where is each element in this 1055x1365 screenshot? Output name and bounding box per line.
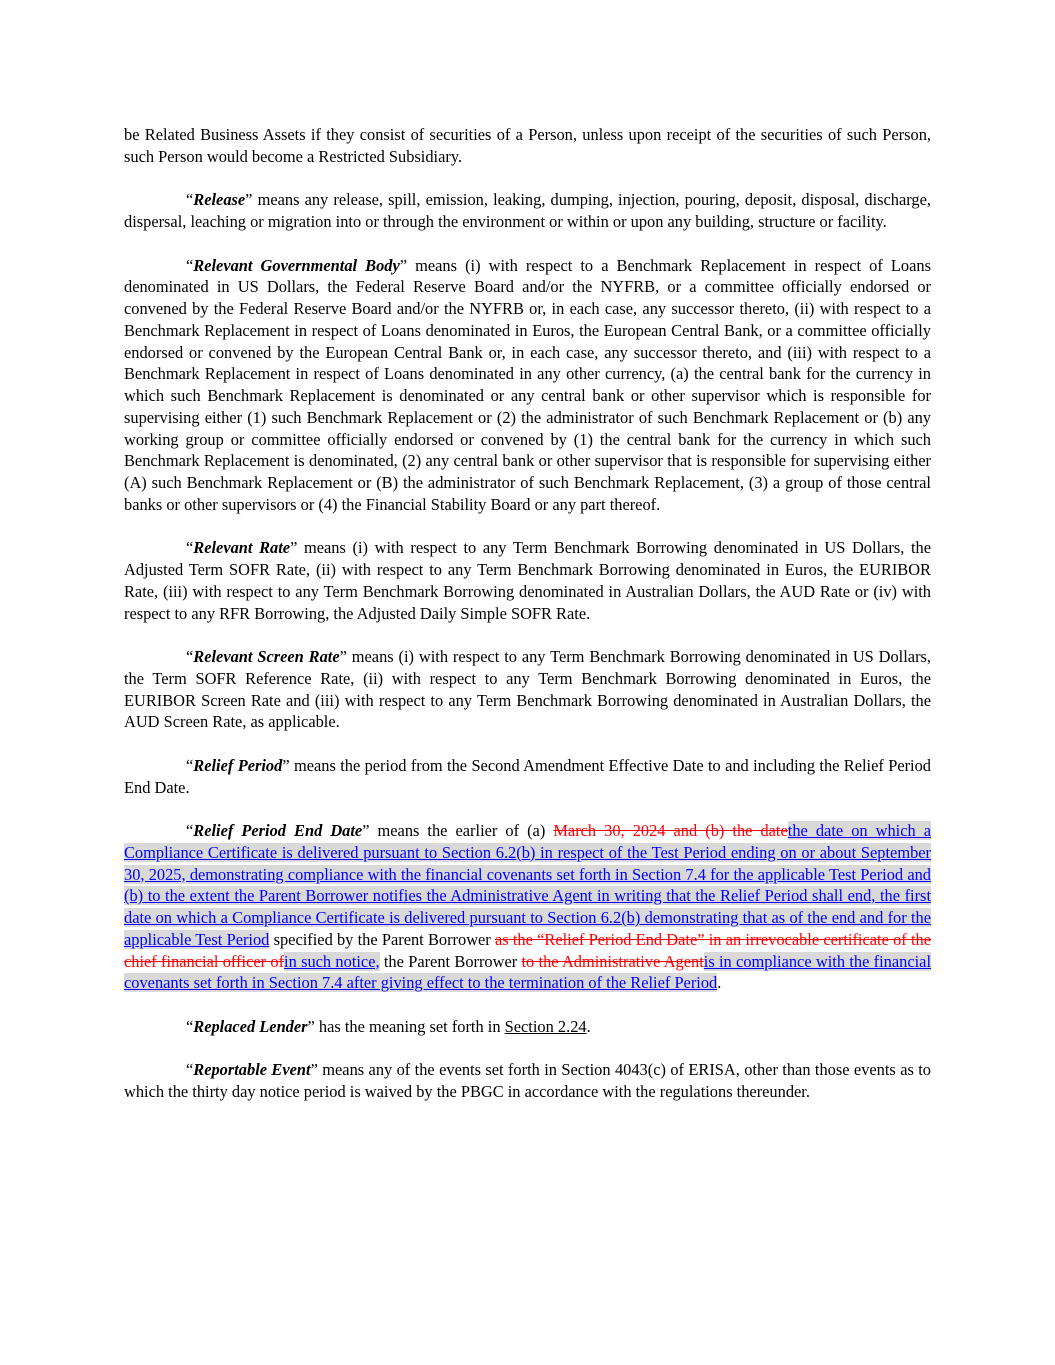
definition-relevant-rate <box>124 537 931 624</box>
definition-text: . <box>717 973 722 993</box>
close-quote: ” <box>307 1016 315 1036</box>
defined-term: Relief Period <box>193 755 283 775</box>
definition-text: means (i) with respect to any Term Benchmark Borrowing denominated in US Dollars, the Adjusted Term SOFR Rate, (ii) with respect to any Term Benchmark Borrowing denominated in Euros, the EURIBOR Rate, (iii) with respect to any Term Benchmark Borrowing denominated in Australian Dollars, the AUD Rate or (iv) with respect to any RFR Borrowing, the Adjusted Daily Simple SOFR Rate. <box>124 538 931 623</box>
inserted-text: in such notice, <box>284 951 380 971</box>
definition-reportable-event <box>124 1059 931 1103</box>
open-quote: “ <box>186 755 194 775</box>
close-quote: ” <box>282 755 290 775</box>
defined-term: Relevant Governmental Body <box>193 255 400 275</box>
definition-text: means (i) with respect to a Benchmark Replacement in respect of Loans denominated in US Dollars, the Federal Reserve Board and/or the NYFRB, or a committee officially endorsed or convened by the Federal Reserve Board and/or the NYFRB or, in each case, any successor thereto, (ii) with respect to a Benchmark Replacement in respect of Loans denominated in Euros, the European Central Bank, or a committee officially endorsed or convened by the European Central Bank or, in each case, any successor thereto, and (iii) with respect to a Benchmark Replacement in respect of Loans denominated in any other currency, (a) the central bank for the currency in which such Benchmark Replacement is denominated or any central bank or other supervisor which is responsible for supervising either (1) such Benchmark Replacement or (2) the administrator of such Benchmark Replacement or (b) any working group or committee officially endorsed or convened by (1) the central bank for the currency in which such Benchmark Replacement is denominated, (2) any central bank or other supervisor that is responsible for supervising either (A) such Benchmark Replacement or (B) the administrator of such Benchmark Replacement, (3) a group of those central banks or other supervisors or (4) the Financial Stability Board or any part thereof. <box>124 255 931 514</box>
definition-relevant-governmental-body <box>124 255 931 516</box>
definition-text: has the meaning set forth in <box>314 1016 505 1036</box>
definition-text: means any release, spill, emission, leaking, dumping, injection, pouring, deposit, disposal, discharge, dispersal, leaching or migration into or through the environment or within or upon any building, structure or facility. <box>124 190 931 231</box>
defined-term: Relevant Rate <box>193 538 291 558</box>
defined-term: Relevant Screen Rate <box>193 647 340 666</box>
definition-relief-period-end-date <box>124 820 931 994</box>
defined-term: Replaced Lender <box>193 1016 308 1036</box>
document-page <box>124 124 931 1125</box>
definition-release <box>124 189 931 233</box>
deleted-text: as the “Relief Period End Date” in an irrevocable certificate of the chief financial officer of <box>124 929 931 971</box>
definition-replaced-lender <box>124 1016 931 1038</box>
defined-term: Reportable Event <box>193 1060 311 1080</box>
defined-term: Release <box>193 190 246 210</box>
section-reference: Section 2.24 <box>504 1016 587 1036</box>
definition-text: the Parent Borrower <box>379 951 522 971</box>
open-quote: “ <box>186 821 194 840</box>
open-quote: “ <box>186 538 194 558</box>
deleted-text: March 30, 2024 and (b) the date <box>553 821 788 840</box>
open-quote: “ <box>186 647 194 666</box>
close-quote: ” <box>310 1060 318 1080</box>
definition-text: means (i) with respect to any Term Benchmark Borrowing denominated in US Dollars, the Term SOFR Reference Rate, (ii) with respect to any Term Benchmark Borrowing denominated in Euros, the EURIBOR Screen Rate and (iii) with respect to any Term Benchmark Borrowing denominated in Australian Dollars, the AUD Screen Rate, as applicable. <box>124 647 932 732</box>
definition-text: means any of the events set forth in Section 4043(c) of ERISA, other than those events as to which the thirty day notice period is waived by the PBGC in accordance with the regulations thereunder. <box>124 1060 932 1101</box>
open-quote: “ <box>186 255 194 275</box>
inserted-text: the date on which a Compliance Certificate is delivered pursuant to Section 6.2(b) in respect of the Test Period ending on or about September 30, 2025, demonstrating compliance with the financial covenants set forth in Section 7.4 for the applicable Test Period and (b) to the extent the Parent Borrower notifies the Administrative Agent in writing that the Relief Period shall end, the first date on which a Compliance Certificate is delivered pursuant to Section 6.2(b) demonstrating that as of the end and for the applicable Test Period <box>124 821 932 949</box>
close-quote: ” <box>399 255 408 275</box>
definition-text: means the earlier of (a) <box>369 821 554 840</box>
paragraph-intro <box>124 124 931 168</box>
definition-text: . <box>586 1016 591 1036</box>
open-quote: “ <box>186 1060 194 1080</box>
paragraph-text: be Related Business Assets if they consist of securities of a Person, unless upon receipt of the securities of such Person, such Person would become a Restricted Subsidiary. <box>124 125 931 166</box>
close-quote: ” <box>290 538 298 558</box>
defined-term: Relief Period End Date <box>193 821 363 840</box>
open-quote: “ <box>186 190 194 210</box>
inserted-text: is in compliance with the financial covenants set forth in Section 7.4 after giving effect to the termination of the Relief Period <box>124 951 931 993</box>
open-quote: “ <box>186 1016 194 1036</box>
close-quote: ” <box>362 821 370 840</box>
definition-text: specified by the Parent Borrower <box>269 929 495 949</box>
definition-relevant-screen-rate <box>124 646 931 733</box>
deleted-text: to the Administrative Agent <box>521 951 704 971</box>
close-quote: ” <box>245 190 253 210</box>
definition-text: means the period from the Second Amendment Effective Date to and including the Relief Period End Date. <box>124 755 931 797</box>
close-quote: ” <box>339 647 347 666</box>
definition-relief-period <box>124 755 931 799</box>
